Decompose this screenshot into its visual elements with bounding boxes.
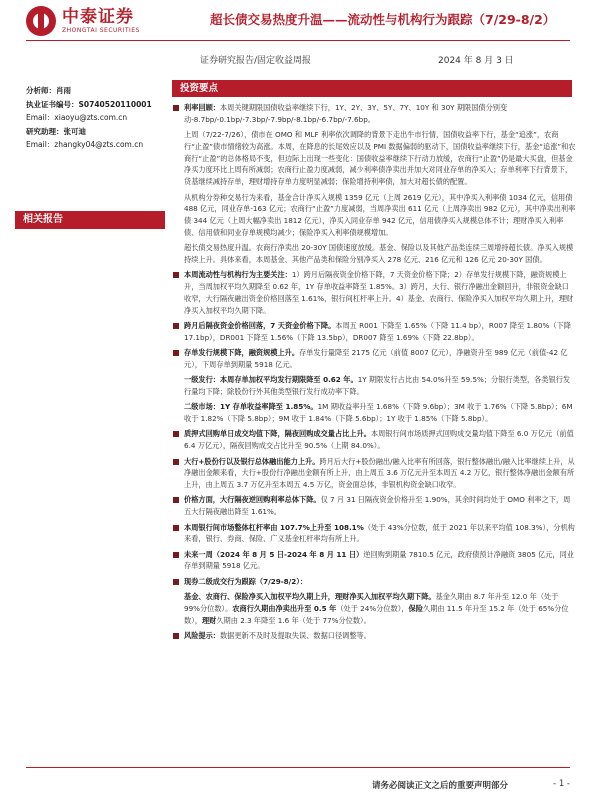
analyst-name: 肖雨 [56, 86, 71, 95]
analyst-label: 分析师： [26, 86, 56, 95]
logo [26, 6, 140, 36]
footer-disclaimer: 请务必阅读正文之后的重要声明部分 [372, 781, 509, 791]
paragraph: 二级市场：1Y 存单收益率降至 1.85%。1M 期收益率升至 1.68%（下降 9.6bp）；3M 收于 1.76%（下降 5.8bp）；6M 收于 1.82%（下降 5.8bp）；9M 收于 1.84%（下降 5.6bp）；1Y 收于 1.85%（下降 5.8bp）。 [184, 402, 573, 424]
investment-highlights [172, 102, 576, 645]
footer-divider [26, 767, 570, 768]
assistant-label: 研究助理： [26, 126, 64, 136]
report-title: 超长债交易热度升温——流动性与机构行为跟踪（7/29-8/2） [210, 12, 556, 27]
paragraph: 上周（7/22-7/26），债市在 OMO 和 MLF 利率依次调降的背景下走出牛市行情，国债收益率下行，基金“追涨”，农商行“止盈”债市情绪较为高涨。本周，在降息的长尾效应以及 PMI 数据偏弱的驱动下，国债收益率继续下行，基金“追涨”和农商行“止盈”的总体格局不变，但边际上出现一些变化：国债收益率继续下行动力放缓，农商行“止盈”仍是最大买盘，但基金净买力度环比上周有所减弱；农商行止盈力度减弱，减少利率债净卖出并加大对同业存单的净买入；存单利率下行背景下，货基继续减持存单，理财增持存单力度明显减弱；保险增持利率债，加大对超长债的配置。 [184, 130, 576, 187]
list-item: 本周银行间市场整体杠杆率由 107.7%上升至 108.1%（处于 43%分位数，低于 2021 年以来平均值 108.3%），分机构来看，银行、券商、保险、广义基金杠杆率均有所上升。 [172, 522, 576, 546]
related-reports-header: 相关报告 [15, 211, 165, 229]
page-number: - 1 - [553, 779, 570, 789]
list-item: 跨月后隔夜资金价格回落，7 天资金价格下降。本周五 R001 下降至 1.65%（下降 11.4 bp），R007 降至 1.80%（下降 17.1bp），DR001 下降至 1.56%（下降 13.5bp），DR007 降至 1.69%（下降 22.8bp）。 [172, 320, 576, 344]
list-item: 现券二级成交行为跟踪（7/29-8/2）： [172, 576, 576, 588]
list-item: 存单发行规模下降，融资规模上升。存单发行量降至 2175 亿元（前值 8007 亿元），净融资升至 989 亿元（前值-42 亿元），下周存单到期量 5918 亿元。 [172, 347, 576, 371]
list-item: 风险提示：数据更新不及时及提取失误、数据口径调整等。 [172, 630, 576, 642]
list-item: 价格方面，大行隔夜逆回购利率总体下降。仅 7 月 31 日隔夜资金价格升至 1.90%，其余时间均处于 OMO 利率之下，周五大行隔夜融出降至 1.61%。 [172, 494, 576, 518]
cert-label: 执业证书编号： [26, 99, 79, 109]
investment-highlights-header: 投资要点 [172, 80, 572, 97]
report-date: 2024 年 8 月 3 日 [438, 56, 514, 66]
cert-no: S0740520110001 [78, 99, 152, 109]
list-item: 未来一周（2024 年 8 月 5 日-2024 年 8 月 11 日）逆回购到期量 7810.5 亿元，政府债预计净融资 3805 亿元，同业存单到期量 5918 亿元。 [172, 549, 576, 573]
analyst-info [26, 84, 166, 152]
analyst-email[interactable]: Email：xiaoyu@zts.com.cn [26, 113, 128, 122]
list-item: 利率回顾：本周关键期限国债收益率继续下行，1Y、2Y、3Y、5Y、7Y、10Y 和 30Y 期限国债分别变动-8.7bp/-0.1bp/-7.3bp/-7.9bp/-8.1bp/-6.7bp/-7.6bp。 [172, 102, 576, 126]
zhongtai-logo-icon [26, 6, 56, 36]
list-item: 本周流动性与机构行为主要关注：1）跨月后隔夜资金价格下降，7 天资金价格下降；2）存单发行规模下降，融资规模上升，当周加权平均久期降至 0.62 年，1Y 存单收益率降至 1.85%。3）跨月，大行、银行净融出金额回升，非银资金缺口收窄，大行隔夜融出资金价格回落至 1.61%，银行间杠杆率上升。4）基金、农商行、保险净买入加权平均久期上升，理财净买入加权平均久期下降。 [172, 269, 576, 316]
list-item: 质押式回购单日成交均值下降，隔夜回购成交量占比上升。本周银行间市场质押式回购成交量均值下降至 6.0 万亿元（前值 6.4 万亿元），隔夜回购成交占比升至 90.5%（上期 84.0%）。 [172, 428, 576, 452]
list-item: 大行+股份行以及银行总体融出能力上升。跨月后大行+股份融出/融入比率有所回落，银行整体融出/融入比率继续上升，从净融出金额来看，大行+股份行净融出金额有所上升，由上周五 3.6 万亿元升至本周五 4.2 万亿，银行整体净融出金额有所上升，由上周五 3.7 万亿升至本周五 4.5 万亿，资金面总体，非银机构资金缺口收窄。 [172, 456, 576, 491]
assistant-email[interactable]: Email：zhangky04@zts.com.cn [26, 140, 144, 149]
header-divider [26, 40, 570, 41]
assistant-name: 张可迪 [63, 126, 86, 136]
paragraph: 从机构分券种交易行为来看，基金合计净买入规模 1359 亿元（上周 2619 亿元），其中净买入利率债 1034 亿元，信用债 488 亿元，同业存单-163 亿元；农商行“止盈”力度减弱，当周净卖出 611 亿元（上周净卖出 982 亿元），其中净卖出利率债 344 亿元（上周大幅净卖出 1812 亿元），净买入同业存单 942 亿元，信用债净买入规模总体不计；理财净买入利率债、信用债和同业存单规模均减少；保险净买入利率债规模增加。 [184, 192, 576, 237]
paragraph: 基金、农商行、保险净买入加权平均久期上升，理财净买入加权平均久期下降。基金久期由 8.7 年升至 12.0 年（处于 99%分位数）。农商行久期由净卖出升至 0.5 年（处于 24%分位数），保险久期由 11.5 年升至 15.2 年（处于 65%分位数），理财久期由 2.3 年降至 1.6 年（处于 77%分位数）。 [184, 591, 569, 625]
paragraph: 超长债交易热度升温。农商行净卖出 20-30Y 国债速度放缓。基金、保险以及其他产品类连续三周增持超长债。净买入规模持续上升。具体来看，本周基金、其他产品类和保险分别净买入 278 亿元、216 亿元和 126 亿元 20-30Y 国债。 [184, 243, 574, 265]
paragraph: 一级发行：本周存单加权平均发行期限降至 0.62 年。1Y 期限发行占比由 54.0%升至 59.5%；分银行类型，各类银行发行量均下降；除股份行外其他类型银行发行成功率下降。 [184, 375, 571, 397]
report-type: 证券研究报告/固定收益周报 [200, 56, 312, 66]
logo-cn: 中泰证券 [62, 7, 134, 27]
logo-en: ZHONGTAI SECURITIES [62, 27, 140, 34]
